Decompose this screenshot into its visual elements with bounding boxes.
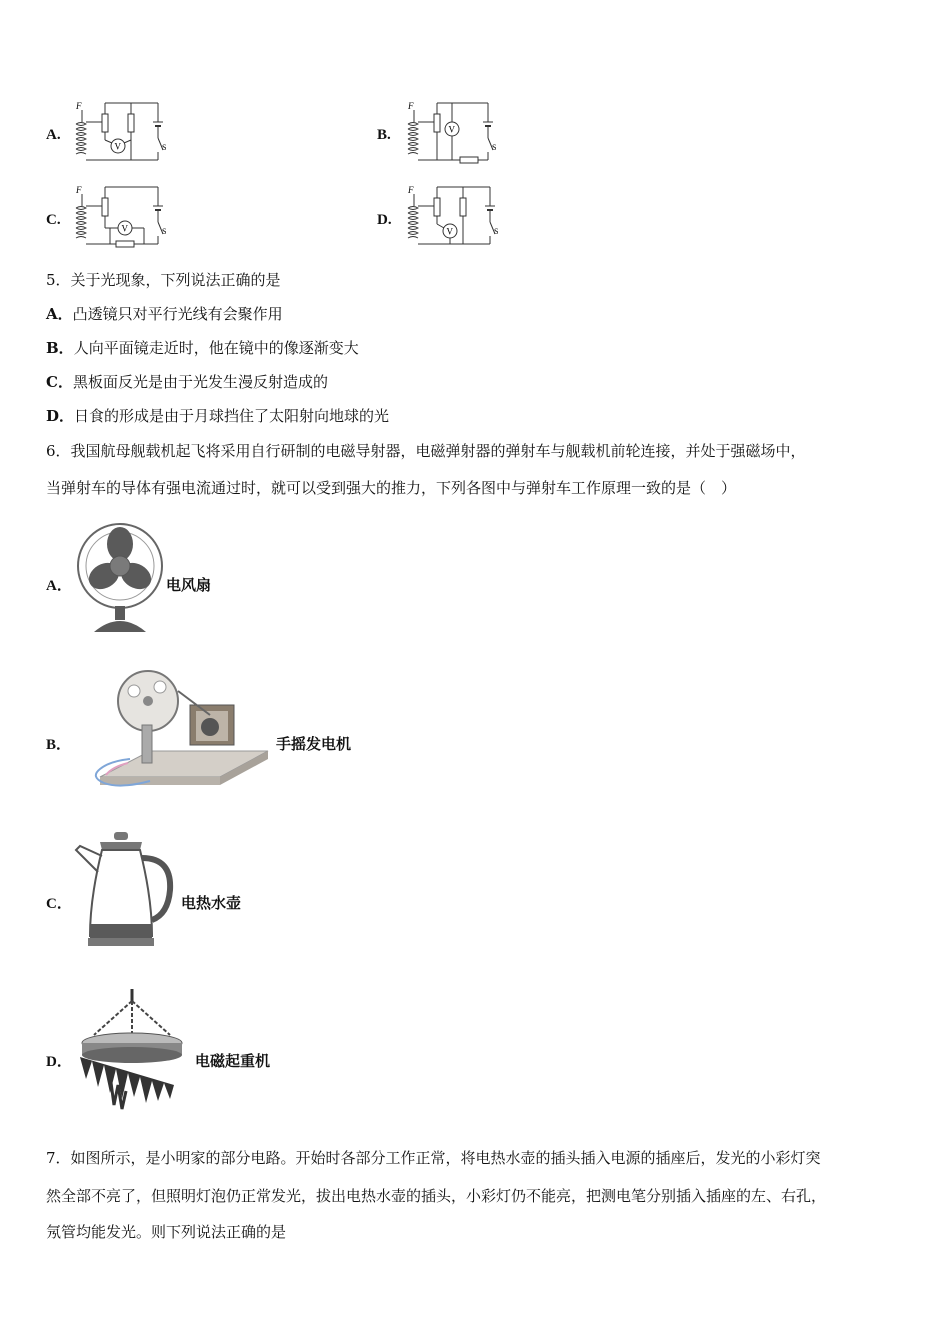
q6-stem-line2: 当弹射车的导体有强电流通过时，就可以受到强大的推力，下列各图中与弹射车工作原理一致的是（ ） <box>46 479 737 497</box>
option-text: 凸透镜只对平行光线有会聚作用 <box>72 305 283 323</box>
voltmeter-symbol: V <box>114 141 121 152</box>
q4-option-d-label: D. <box>377 212 392 228</box>
force-symbol: F <box>76 101 82 111</box>
q5-option-c <box>46 372 328 392</box>
q6-option-c-caption: 电热水壶 <box>181 894 242 912</box>
q6-option-a-label: A． <box>46 578 72 594</box>
svg-text:S: S <box>492 143 497 152</box>
q6-option-c-label: C． <box>46 896 72 912</box>
option-text: 人向平面镜走近时，他在镜中的像逐渐变大 <box>73 339 359 357</box>
option-label: B． <box>46 339 74 357</box>
q4-option-d-circuit <box>402 182 502 250</box>
option-label: A． <box>46 305 73 323</box>
electromagnetic-crane-image <box>70 985 195 1120</box>
svg-text:V: V <box>448 124 455 135</box>
svg-text:S: S <box>162 227 167 236</box>
svg-text:F: F <box>408 101 414 111</box>
q5-stem: 5．关于光现象，下列说法正确的是 <box>46 271 281 289</box>
svg-text:V: V <box>121 223 128 234</box>
q4-option-b-circuit <box>402 98 502 166</box>
q4-option-a-label: A. <box>46 127 61 143</box>
q6-option-b-caption: 手摇发电机 <box>276 735 352 753</box>
switch-symbol: S <box>162 143 167 152</box>
svg-text:F: F <box>408 185 414 195</box>
q4-option-c-label: C. <box>46 212 61 228</box>
q6-option-d-label: D． <box>46 1054 72 1070</box>
electric-fan-image <box>76 510 166 635</box>
option-label: C． <box>46 373 73 391</box>
q7-line3: 氖管均能发光。则下列说法正确的是 <box>46 1223 287 1241</box>
svg-text:S: S <box>494 227 499 236</box>
q6-option-d-caption: 电磁起重机 <box>195 1052 271 1070</box>
q7-line2: 然全部不亮了，但照明灯泡仍正常发光，拔出电热水壶的插头，小彩灯仍不能亮，把测电笔分别插入插座的左、右孔， <box>46 1187 827 1205</box>
q6-option-b-label: B． <box>46 737 72 753</box>
q4-option-a-circuit <box>70 98 170 166</box>
q7-line1: 7．如图所示，是小明家的部分电路。开始时各部分工作正常，将电热水壶的插头插入电源的插座后，发光的小彩灯突 <box>46 1149 821 1167</box>
electric-kettle-image <box>70 828 180 953</box>
q5-option-b <box>46 338 359 358</box>
svg-text:F: F <box>76 185 82 195</box>
q6-stem-line1: 6．我国航母舰载机起飞将采用自行研制的电磁导射器，电磁弹射器的弹射车与舰载机前轮连接，并处于强磁场中， <box>46 442 806 460</box>
option-label: D． <box>46 407 75 425</box>
option-text: 日食的形成是由于月球挡住了太阳射向地球的光 <box>74 407 390 425</box>
q5-option-a <box>46 304 283 324</box>
hand-crank-generator-image <box>70 665 270 805</box>
q6-option-a-caption: 电风扇 <box>166 576 212 594</box>
option-text: 黑板面反光是由于光发生漫反射造成的 <box>72 373 328 391</box>
q4-option-b-label: B. <box>377 127 391 143</box>
svg-text:V: V <box>446 226 453 237</box>
q5-option-d <box>46 406 389 426</box>
q4-option-c-circuit <box>70 182 170 250</box>
